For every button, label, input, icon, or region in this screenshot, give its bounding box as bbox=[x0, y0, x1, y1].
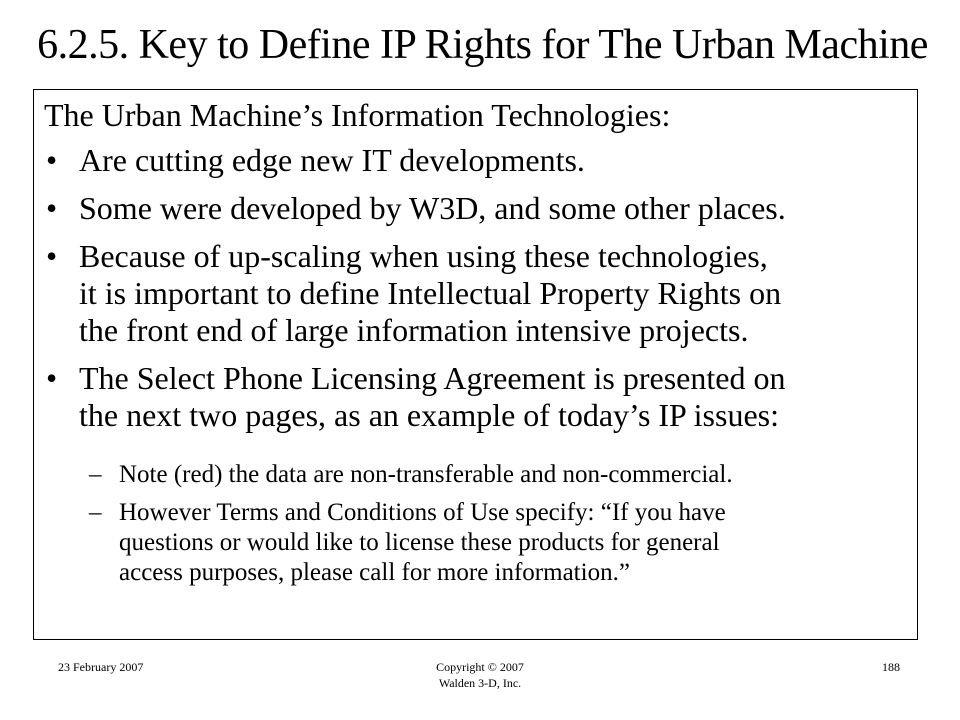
footer-copyright bbox=[380, 659, 580, 691]
bullet-text: The Select Phone Licensing Agreement is presented on bbox=[79, 360, 786, 396]
bullet-item bbox=[44, 190, 914, 227]
intro-text: The Urban Machine’s Information Technologies: bbox=[44, 97, 671, 133]
bullet-mark: • bbox=[46, 190, 58, 226]
bullet-text: the front end of large information intensive projects. bbox=[79, 312, 749, 348]
bullet-text: the next two pages, as an example of today’s IP issues: bbox=[79, 397, 779, 433]
sub-bullet-item bbox=[89, 460, 909, 490]
bullet-mark: • bbox=[46, 142, 58, 178]
footer-date: 23 February 2007 bbox=[58, 660, 144, 674]
bullet-item bbox=[44, 142, 914, 179]
bullet-text: Are cutting edge new IT developments. bbox=[79, 142, 585, 178]
footer-copyright-line: Copyright © 2007 bbox=[436, 660, 524, 674]
sub-bullet-mark: – bbox=[89, 499, 102, 526]
sub-bullet-text: However Terms and Conditions of Use specify: “If you have bbox=[119, 499, 726, 526]
sub-bullet-text: access purposes, please call for more information.” bbox=[119, 559, 630, 586]
bullet-text: it is important to define Intellectual Property Rights on bbox=[79, 275, 782, 311]
slide-title: 6.2.5. Key to Define IP Rights for The Urban Machine bbox=[37, 22, 928, 68]
footer-copyright-line: Walden 3-D, Inc. bbox=[438, 676, 522, 690]
bullet-text: Because of up-scaling when using these technologies, bbox=[79, 238, 768, 274]
sub-bullet-text: questions or would like to license these products for general bbox=[119, 529, 720, 556]
bullet-mark: • bbox=[46, 360, 58, 396]
page-number: 188 bbox=[882, 660, 900, 674]
bullet-mark: • bbox=[46, 238, 58, 274]
bullet-item bbox=[44, 360, 914, 434]
bullet-text: Some were developed by W3D, and some other places. bbox=[79, 190, 786, 226]
sub-bullet-mark: – bbox=[89, 461, 102, 488]
sub-bullet-text: Note (red) the data are non-transferable and non-commercial. bbox=[119, 461, 733, 488]
sub-bullet-list bbox=[89, 460, 909, 596]
sub-bullet-item bbox=[89, 498, 909, 588]
bullet-item bbox=[44, 238, 914, 349]
bullet-list bbox=[44, 142, 914, 445]
content-box bbox=[33, 89, 918, 640]
